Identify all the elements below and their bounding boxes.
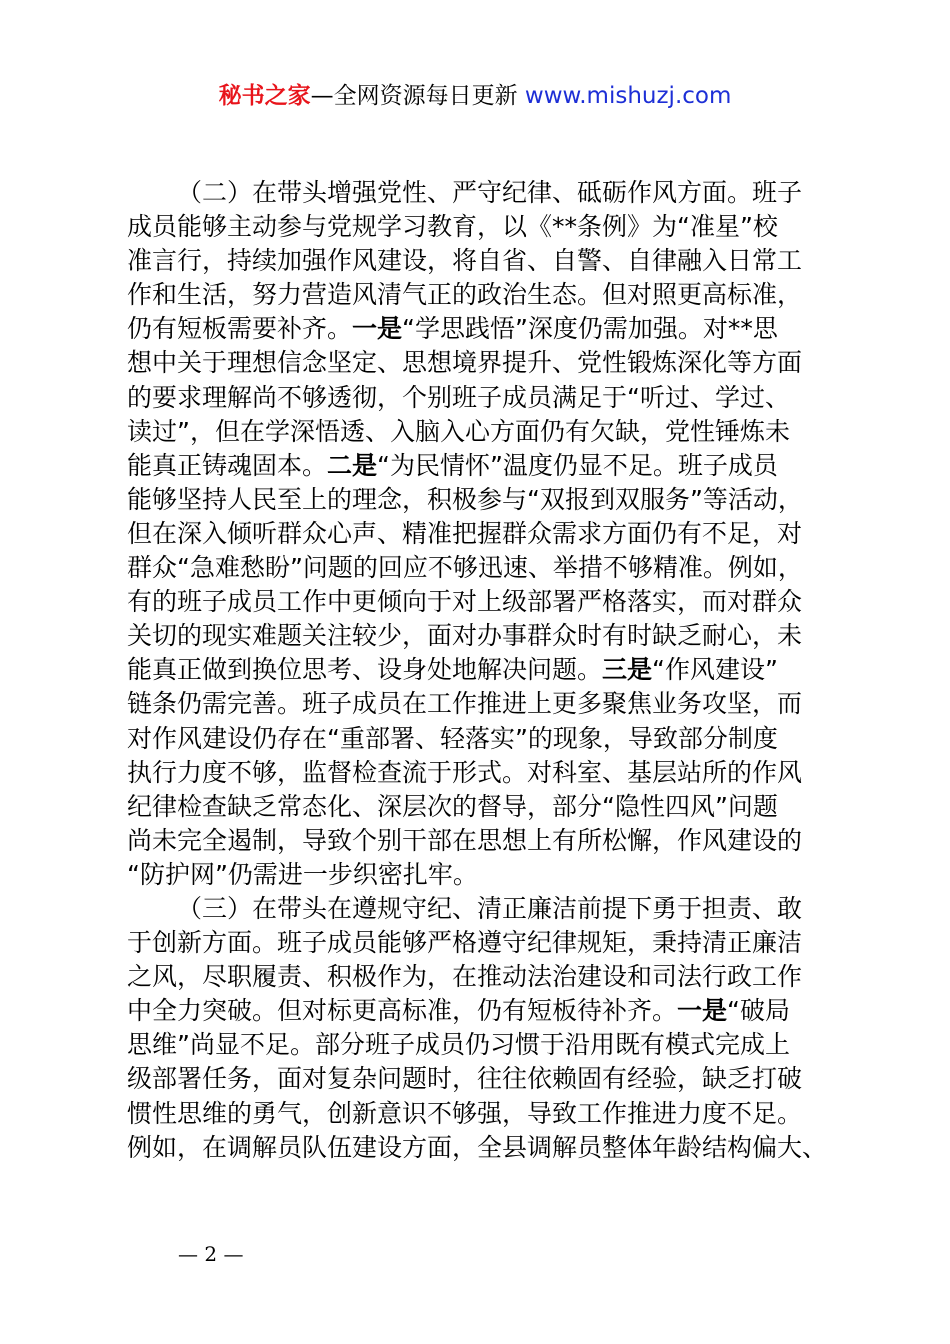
text-run: （二）在带头增强党性、严守纪律、砥砺作风方面。班子: [177, 178, 803, 207]
text-line: [127, 653, 839, 687]
text-line: [127, 483, 839, 517]
text-run: 思维”尚显不足。部分班子成员仍习惯于沿用既有模式完成上: [127, 1030, 790, 1060]
text-line: [127, 346, 839, 380]
text-run: 级部署任务，面对复杂问题时，往往依赖固有经验，缺乏打破: [127, 1064, 803, 1094]
text-line: [127, 278, 839, 312]
text-run: “作风建设”: [652, 655, 778, 685]
text-line: [127, 176, 839, 210]
text-run: 能真正铸魂固本。: [127, 450, 328, 480]
text-line: [127, 994, 839, 1028]
text-run: “为民情怀”温度仍显不足。班子成员: [377, 450, 778, 480]
text-line: [127, 517, 839, 551]
text-line: [127, 585, 839, 619]
text-run: 有的班子成员工作中更倾向于对上级部署严格落实，而对群众: [127, 587, 803, 617]
text-run: 链条仍需完善。班子成员在工作推进上更多聚焦业务攻坚，而: [127, 689, 803, 719]
document-body: [127, 176, 839, 1165]
text-line: [127, 892, 839, 926]
bold-marker: 一是: [352, 314, 403, 344]
text-run: 于创新方面。班子成员能够严格遵守纪律规矩，秉持清正廉洁: [127, 928, 803, 958]
text-run: 仍有短板需要补齐。: [127, 314, 353, 344]
text-line: [127, 244, 839, 278]
text-run: 对作风建设仍存在“重部署、轻落实”的现象，导致部分制度: [127, 723, 778, 753]
text-line: [127, 1028, 839, 1062]
text-line: [127, 449, 839, 483]
text-line: [127, 1097, 839, 1131]
text-line: [127, 1131, 839, 1165]
text-line: [127, 687, 839, 721]
text-line: [127, 722, 839, 756]
text-run: 能够坚持人民至上的理念，积极参与“双报到双服务”等活动，: [127, 484, 803, 514]
text-run: 执行力度不够，监督检查流于形式。对科室、基层站所的作风: [127, 757, 803, 787]
text-line: [127, 960, 839, 994]
text-line: [127, 756, 839, 790]
text-line: [127, 790, 839, 824]
brand-name: 秘书之家: [218, 83, 311, 109]
text-line: [127, 415, 839, 449]
text-run: 惯性思维的勇气，创新意识不够强，导致工作推进力度不足。: [127, 1098, 803, 1128]
text-run: 能真正做到换位思考、设身处地解决问题。: [127, 655, 603, 685]
text-line: [127, 926, 839, 960]
page-number: — 2 —: [178, 1242, 244, 1266]
text-line: [127, 1062, 839, 1096]
text-line: [127, 381, 839, 415]
text-line: [127, 619, 839, 653]
text-run: 关切的现实难题关注较少，面对办事群众时有时缺乏耐心，未: [127, 621, 803, 651]
text-run: 纪律检查缺乏常态化、深层次的督导，部分“隐性四风”问题: [127, 791, 778, 821]
bold-marker: 一是: [677, 996, 728, 1026]
header-tagline: —全网资源每日更新: [310, 83, 518, 109]
text-line: [127, 210, 839, 244]
text-line: [127, 824, 839, 858]
site-header: [0, 80, 950, 112]
text-line: [127, 312, 839, 346]
site-url[interactable]: www.mishuzj.com: [524, 83, 732, 109]
text-run: “破局: [727, 996, 790, 1026]
bold-marker: 二是: [327, 450, 378, 480]
text-run: 作和生活，努力营造风清气正的政治生态。但对照更高标准，: [127, 280, 803, 310]
text-line: [127, 858, 839, 892]
text-run: “防护网”仍需进一步织密扎牢。: [127, 859, 478, 889]
text-run: 成员能够主动参与党规学习教育，以《**条例》为“准星”校: [127, 212, 778, 242]
text-run: 准言行，持续加强作风建设，将自省、自警、自律融入日常工: [127, 246, 803, 276]
text-run: 例如，在调解员队伍建设方面，全县调解员整体年龄结构偏大、: [127, 1132, 828, 1162]
text-run: 尚未完全遏制，导致个别干部在思想上有所松懈，作风建设的: [127, 825, 803, 855]
text-run: 中全力突破。但对标更高标准，仍有短板待补齐。: [127, 996, 678, 1026]
text-line: [127, 551, 839, 585]
text-run: 读过”，但在学深悟透、入脑入心方面仍有欠缺，党性锤炼未: [127, 416, 790, 446]
text-run: （三）在带头在遵规守纪、清正廉洁前提下勇于担责、敢: [177, 893, 803, 923]
bold-marker: 三是: [602, 655, 653, 685]
text-run: 想中关于理想信念坚定、思想境界提升、党性锻炼深化等方面: [127, 348, 803, 378]
text-run: “学思践悟”深度仍需加强。对**思: [402, 314, 778, 344]
text-run: 群众“急难愁盼”问题的回应不够迅速、举措不够精准。例如，: [127, 553, 803, 583]
text-run: 之风，尽职履责、积极作为，在推动法治建设和司法行政工作: [127, 962, 803, 992]
text-run: 但在深入倾听群众心声、精准把握群众需求方面仍有不足，对: [127, 518, 803, 548]
text-run: 的要求理解尚不够透彻，个别班子成员满足于“听过、学过、: [127, 382, 790, 412]
